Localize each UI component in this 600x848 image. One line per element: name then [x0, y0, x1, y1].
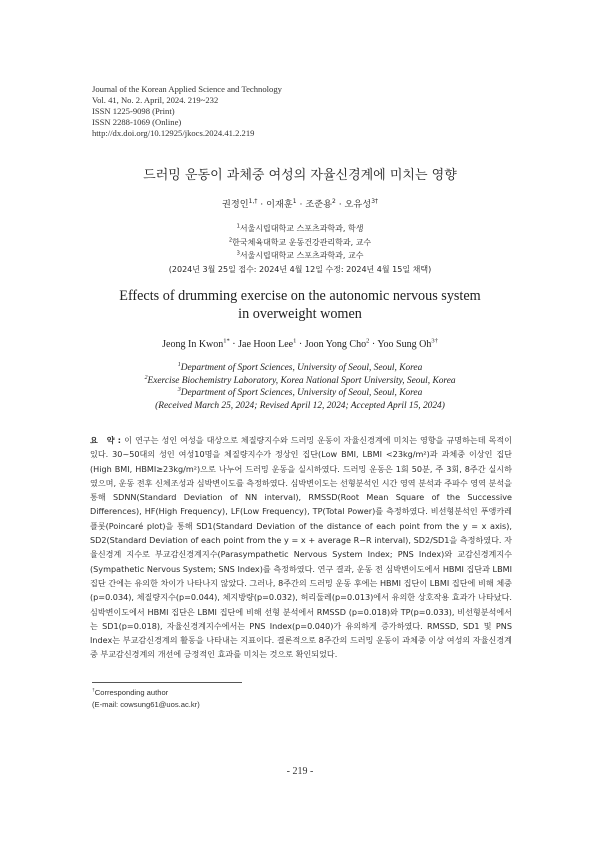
author-1-mark: 1,†: [248, 197, 258, 205]
author-en-3: Joon Yong Cho: [304, 339, 367, 350]
author-4-mark: 3†: [371, 197, 378, 205]
journal-issn-print: ISSN 1225-9098 (Print): [92, 106, 175, 116]
corresponding-author: †Corresponding author: [92, 688, 169, 697]
journal-name: Journal of the Korean Applied Science and Technology: [92, 84, 282, 94]
english-title-line-1: Effects of drumming exercise on the autonomic nervous system: [119, 288, 481, 304]
korean-dates: (2024년 3월 25일 접수: 2024년 4월 12일 수정: 2024년 4월 15일 채택): [168, 264, 432, 274]
korean-affiliation-2: $^2$한국체육대학교 운동건강관리학과, 교수: [228, 236, 372, 247]
english-authors: Jeong In Kwon$^{1*}$ · Jae Hoon Lee$^1$ · Joon Yong Cho$^2$ · Yoo Sung $Oh^{3\dagger}$: [162, 337, 438, 350]
english-title: [0, 287, 600, 323]
author-2-mark: 1: [292, 197, 297, 205]
footnote: [92, 687, 200, 711]
english-title-line-2: in overweight women: [238, 306, 362, 322]
journal-volume: Vol. 41, No. 2. April, 2024. 219~232: [92, 95, 219, 105]
korean-authors: 권정인$^{1,\dagger}$ · 이재훈$^1$ · 조준용$^2$ · 오유성$^{3\dagger}$: [222, 197, 378, 210]
author-3-mark: 2: [331, 197, 336, 205]
journal-doi[interactable]: http://dx.doi.org/10.12925/jkocs.2024.41.2.219: [92, 128, 255, 138]
english-dates: (Received March 25, 2024; Revised April 12, 2024; Accepted April 15, 2024): [155, 400, 445, 411]
korean-title: 드러밍 운동이 과체중 여성의 자율신경계에 미치는 영향: [143, 168, 457, 183]
korean-affiliations: [0, 222, 600, 276]
author-1: 권정인: [222, 199, 249, 210]
author-3: 조준용: [305, 199, 332, 210]
page-number: - 219 -: [286, 766, 314, 777]
footnote-divider: [92, 682, 242, 683]
journal-issn-online: ISSN 2288-1069 (Online): [92, 117, 182, 127]
author-en-2: Jae Hoon Lee: [238, 339, 294, 350]
author-email[interactable]: (E-mail: cowsung61@uos.ac.kr): [92, 700, 200, 709]
journal-info: [92, 84, 282, 139]
author-2: 이재훈: [266, 199, 293, 210]
english-affiliations: [0, 362, 600, 412]
dagger-mark: †: [92, 688, 95, 694]
author-en-4: Yoo Sung Oh: [377, 339, 432, 350]
english-affiliation-2: $^2$Exercise Biochemistry Laboratory, Korea National Sport University, Seoul, Korea: [144, 374, 456, 386]
abstract-text: 이 연구는 성인 여성을 대상으로 체질량지수와 드러밍 운동이 자율신경계에 미치는 영향을 규명하는데 목적이 있다. 30~50대의 성인 여성10명을 체질량지수가 정상인 집단(Low BMI, LBMI <23kg/m²)과 과체중 이상인 집단(High BMI, HBMI≥23kg/m²)으로 나누어 드러밍 운동을 실시하였다. 드러밍 운동은 1회 50분, 주 3회, 8주간 실시하였으며, 운동 전후 신체조성과 심박변이도를 측정하였다. 심박변이도는 선형분석인 시간 영역 분석과 주파수 영역 분석을 통해 SDNN(Standard Deviation of NN interval), RMSSD(Root Mean Square of the Successive Differences), HF(High Frequency), LF(Low Frequency), TP(Total Power)를 측정하였다. 비선형분석인 푸앵카레 플롯(Poincaré plot)을 통해 SD1(Standard Deviation of the distance of each point from the y = x axis), SD2(Standard Deviation of each point from the y = x + average R−R interval), SD2/SD1을 측정하였다. 자율신경계 지수로 부교감신경계지수(Parasympathetic Nervous System Index; PNS Index)와 교감신경계지수(Sympathetic Nervous System; SNS Index)를 측정하였다. 연구 결과, 운동 전 심박변이도에서 HBMI 집단과 LBMI 집단 간에는 유의한 차이가 나타나지 않았다. 그러나, 8주간의 드러밍 운동 후에는 HBMI 집단이 LBMI 집단에 비해 체중(p=0.034), 체질량지수(p=0.044), 체지방량(p=0.032), 허리둘레(p=0.013)에서 유의한 상호작용 효과가 나타났다. 심박변이도에서 HBMI 집단은 LBMI 집단에 비해 선형 분석에서 RMSSD (p=0.018)와 TP(p=0.033), 비선형분석에서는 SD1(p=0.018), 자율신경계지수에서는 PNS Index(p=0.040)가 유의하게 증가하였다. RMSSD, SD1 및 PNS Index는 부교감신경계의 활동을 나타내는 지표이다. 결론적으로 8주간의 드러밍 운동이 과체중 이상 여성의 자율신경계 중 부교감신경계의 개선에 긍정적인 효과를 미치는 것으로 확인되었다.: [90, 435, 512, 660]
korean-affiliation-1: $^1$서울시립대학교 스포츠과학과, 학생: [236, 223, 364, 233]
korean-affiliation-3: $^3$서울시립대학교 스포츠과학과, 교수: [236, 250, 364, 260]
english-affiliation-3: $^3$Department of Sport Sciences, University of Seoul, Seoul, Korea: [177, 387, 423, 399]
abstract-label: 요 약 :: [90, 435, 125, 445]
author-4: 오유성: [344, 199, 372, 210]
english-affiliation-1: $^1$Department of Sport Sciences, University of Seoul, Seoul, Korea: [177, 361, 423, 373]
abstract: [90, 433, 512, 662]
author-en-1: Jeong In Kwon: [162, 339, 224, 350]
